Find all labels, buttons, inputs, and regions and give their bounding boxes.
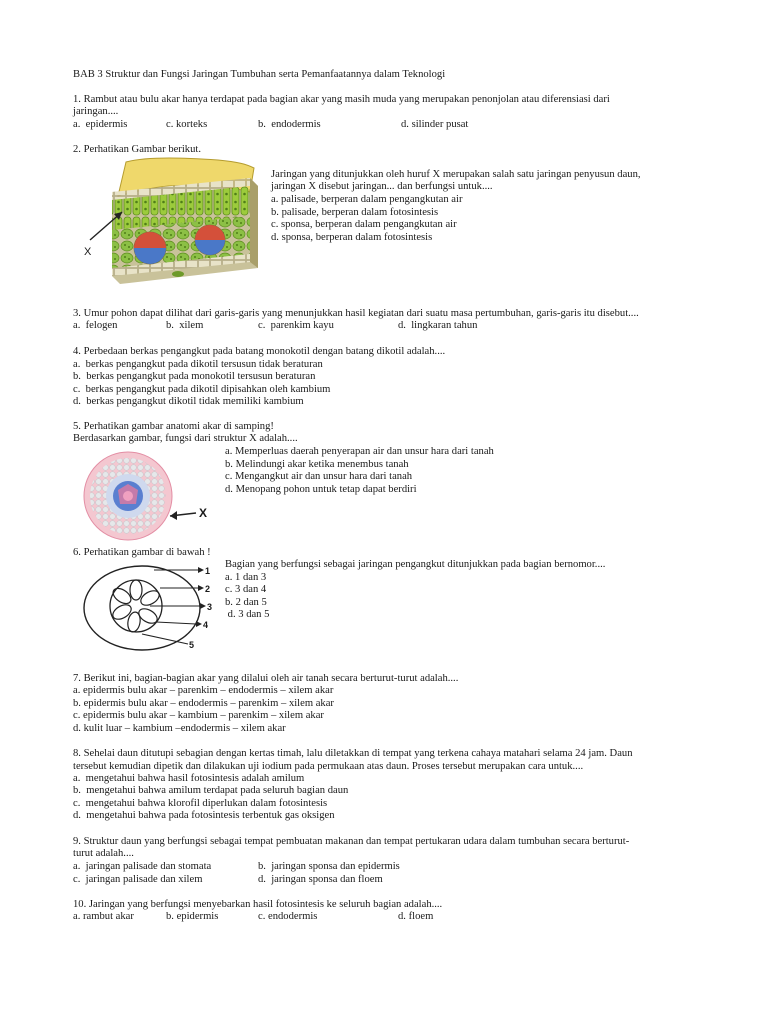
q8-stem-line1: 8. Sehelai daun ditutupi sebagian dengan kertas timah, lalu diletakkan di tempat yang terkena cahaya matahari selama 24 jam. Daun [73,748,633,759]
q6-option-a: a. 1 dan 3 [225,572,267,583]
q9-option-a: a. jaringan palisade dan stomata [73,861,212,872]
q10-option-b: b. epidermis [166,911,219,922]
q3-option-a: a. felogen [73,320,118,331]
q5-stem-line2: Berdasarkan gambar, fungsi dari struktur X adalah.... [73,433,298,444]
q2-option-b: b. palisade, berperan dalam fotosintesis [271,207,439,218]
q5-stem-line1: 5. Perhatikan gambar anatomi akar di samping! [73,421,274,432]
q6-figure-label-1: 1 [205,566,211,576]
q3-option-b: b. xilem [166,320,204,331]
q1-stem-line2: jaringan.... [73,106,119,117]
vascular-bundle-right [195,225,225,255]
q6-option-d: d. 3 dan 5 [225,609,270,620]
q6-option-b: b. 2 dan 5 [225,597,267,608]
q5-option-a: a. Memperluas daerah penyerapan air dan unsur hara dari tanah [225,446,494,457]
q8-option-c: c. mengetahui bahwa klorofil diperlukan dalam fotosintesis [73,798,328,809]
q1-option-a: a. epidermis [73,119,128,130]
q7-option-c: c. epidermis bulu akar – kambium – parenkim – xilem akar [73,710,324,721]
q3-option-c: c. parenkim kayu [258,320,334,331]
q7-option-a: a. epidermis bulu akar – parenkim – endodermis – xilem akar [73,685,334,696]
q9-option-c: c. jaringan palisade dan xilem [73,874,203,885]
q8-stem-line2: tersebut kemudian dipetik dan dilakukan uji iodium pada permukaan atas daun. Proses tersebut merupakan cara untuk.... [73,761,584,772]
q5-option-d: d. Menopang pohon untuk tetap dapat berdiri [225,484,417,495]
q1-option-c: c. korteks [166,119,208,130]
q6-figure-label-2: 2 [205,584,211,594]
q3-stem: 3. Umur pohon dapat dilihat dari garis-garis yang menunjukkan hasil kegiatan dari suatu masa pertumbuhan, garis-garis itu disebut.... [73,308,639,319]
q5-option-c: c. Mengangkut air dan unsur hara dari tanah [225,471,413,482]
page-title: BAB 3 Struktur dan Fungsi Jaringan Tumbuhan serta Pemanfaatannya dalam Teknologi [73,69,446,80]
q7-option-d: d. kulit luar – kambium –endodermis – xilem akar [73,723,286,734]
q8-option-a: a. mengetahui bahwa hasil fotosintesis adalah amilum [73,773,305,784]
q2-figure-label-x: X [84,246,92,258]
q4-option-c: c. berkas pengangkut pada dikotil dipisahkan oleh kambium [73,384,331,395]
q2-text-line1: Jaringan yang ditunjukkan oleh huruf X merupakan salah satu jaringan penyusun daun, [271,169,641,180]
q9-stem-line2: turut adalah.... [73,848,134,859]
q1-option-b: b. endodermis [258,119,321,130]
q1-stem-line1: 1. Rambut atau bulu akar hanya terdapat pada bagian akar yang masih muda yang merupakan penonjolan atau diferensiasi dari [73,94,610,105]
stem-diagram-figure [76,558,226,654]
vascular-bundle-left [134,232,166,264]
q10-option-d: d. floem [398,911,434,922]
q6-text: Bagian yang berfungsi sebagai jaringan pengangkut ditunjukkan pada bagian bernomor.... [225,559,606,570]
q8-option-b: b. mengetahui bahwa amilum terdapat pada seluruh bagian daun [73,785,349,796]
q6-figure-label-4: 4 [203,620,209,630]
q4-stem: 4. Perbedaan berkas pengangkut pada batang monokotil dengan batang dikotil adalah.... [73,346,446,357]
q8-option-d: d. mengetahui bahwa pada fotosintesis terbentuk gas oksigen [73,810,335,821]
q3-option-d: d. lingkaran tahun [398,320,478,331]
q7-option-b: b. epidermis bulu akar – endodermis – parenkim – xilem akar [73,698,334,709]
leaf-cross-section-figure [78,156,268,296]
q2-text-line2: jaringan X disebut jaringan... dan berfungsi untuk.... [271,181,493,192]
q2-option-a: a. palisade, berperan dalam pengangkutan air [271,194,463,205]
root-cross-section-figure [74,450,224,542]
q6-option-c: c. 3 dan 4 [225,584,267,595]
q2-stem: 2. Perhatikan Gambar berikut. [73,144,201,155]
q10-option-a: a. rambut akar [73,911,134,922]
q1-option-d: d. silinder pusat [401,119,469,130]
q6-figure-label-3: 3 [207,602,213,612]
q4-option-b: b. berkas pengangkut pada monokotil tersusun beraturan [73,371,316,382]
q4-option-a: a. berkas pengangkut pada dikotil tersusun tidak beraturan [73,359,323,370]
q6-figure-label-5: 5 [189,640,195,650]
q2-option-c: c. sponsa, berperan dalam pengangkutan air [271,219,457,230]
q5-figure-label-x: X [199,506,208,520]
q9-option-d: d. jaringan sponsa dan floem [258,874,383,885]
q9-option-b: b. jaringan sponsa dan epidermis [258,861,400,872]
q2-option-d: d. sponsa, berperan dalam fotosintesis [271,232,433,243]
q7-stem: 7. Berikut ini, bagian-bagian akar yang dilalui oleh air tanah secara berturut-turut adalah.... [73,673,459,684]
q4-option-d: d. berkas pengangkut dikotil tidak memiliki kambium [73,396,304,407]
q10-option-c: c. endodermis [258,911,318,922]
q10-stem: 10. Jaringan yang berfungsi menyebarkan hasil fotosintesis ke seluruh bagian adalah.... [73,899,443,910]
q9-stem-line1: 9. Struktur daun yang berfungsi sebagai tempat pembuatan makanan dan tempat pertukaran udara dalam tumbuhan secara berturut- [73,836,630,847]
q5-option-b: b. Melindungi akar ketika menembus tanah [225,459,409,470]
q6-stem: 6. Perhatikan gambar di bawah ! [73,547,211,558]
